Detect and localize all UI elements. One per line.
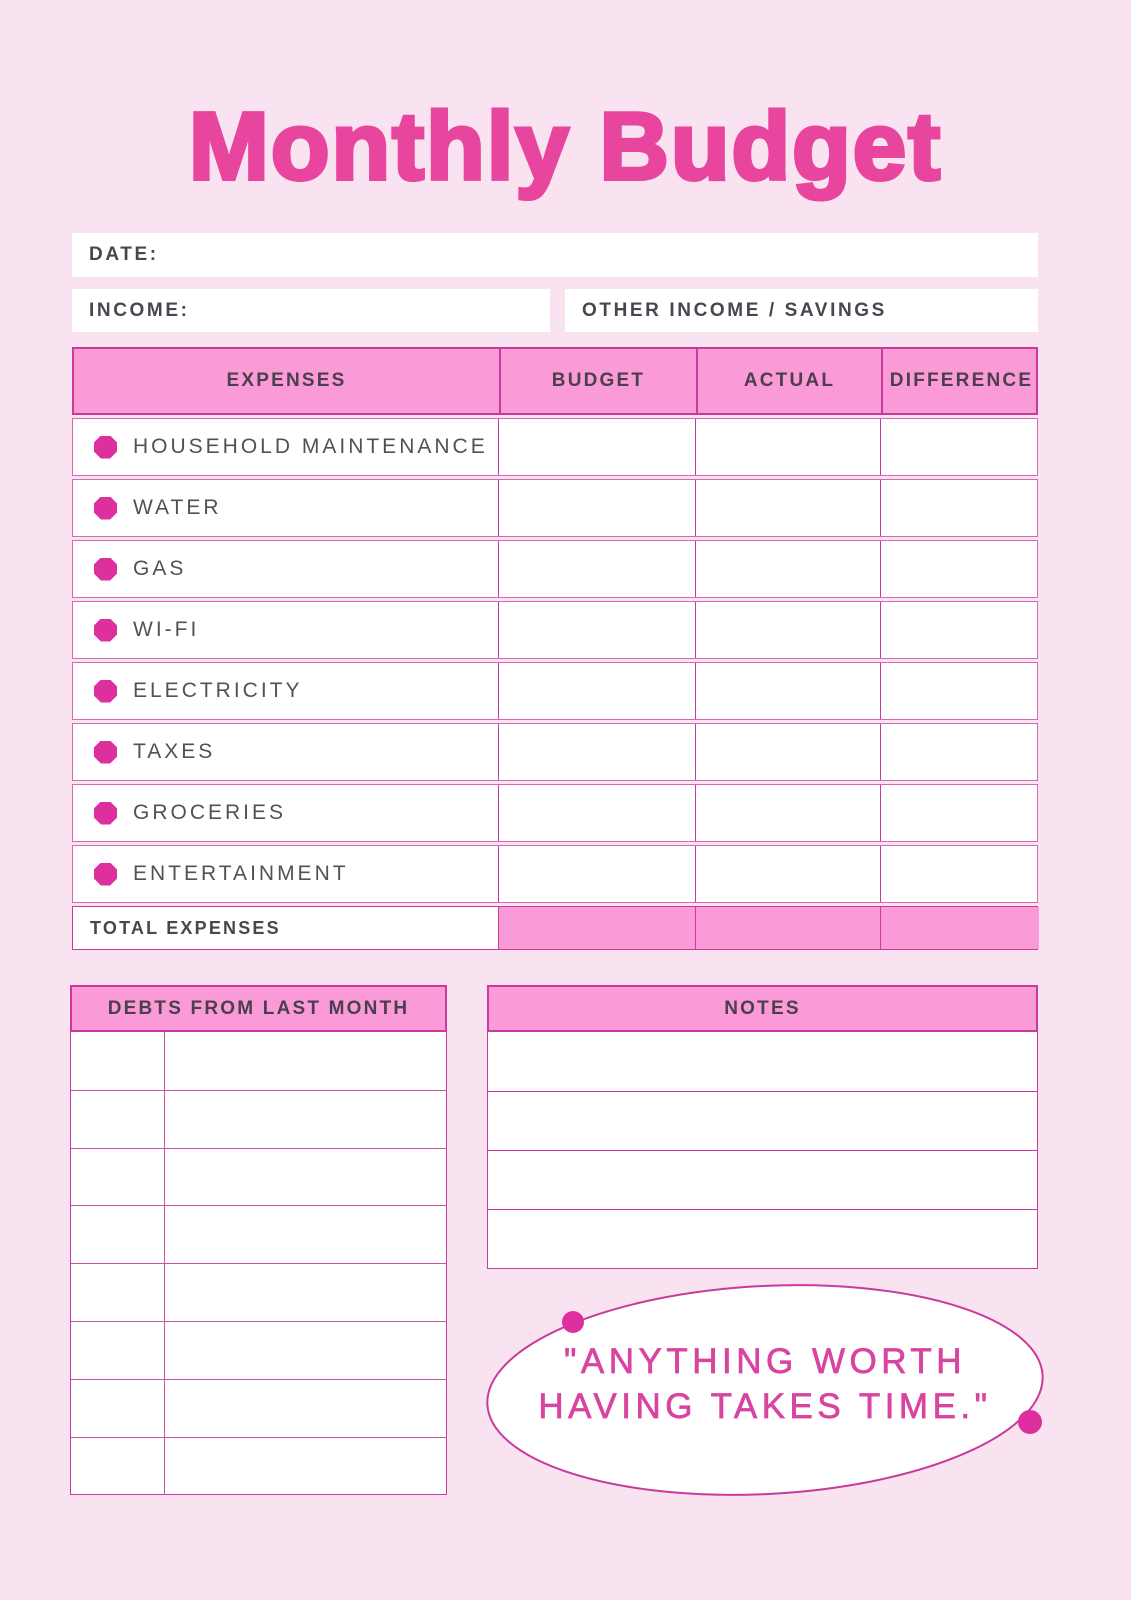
expenses-table (72, 347, 1038, 950)
quote-ellipse-graphic (430, 1270, 1110, 1550)
octagon-bullet-icon (94, 741, 117, 764)
column-header-expenses: EXPENSES (226, 370, 347, 391)
debts-row (71, 1321, 446, 1379)
notes-line[interactable] (488, 1032, 1037, 1091)
debt-description-cell[interactable] (165, 1322, 446, 1379)
notes-title: NOTES (724, 997, 801, 1019)
column-header-budget: BUDGET (499, 349, 696, 413)
expense-label: GROCERIES (133, 801, 287, 824)
budget-cell[interactable] (498, 480, 695, 536)
expense-name-cell (73, 602, 498, 658)
budget-cell[interactable] (498, 724, 695, 780)
debt-description-cell[interactable] (165, 1091, 446, 1148)
debt-amount-cell[interactable] (71, 1380, 165, 1437)
debt-amount-cell[interactable] (71, 1322, 165, 1379)
expense-label: ENTERTAINMENT (133, 862, 349, 885)
difference-cell[interactable] (880, 846, 1039, 902)
date-field[interactable] (72, 233, 1038, 277)
expense-row (72, 662, 1038, 720)
expense-name-cell (73, 846, 498, 902)
actual-cell[interactable] (695, 541, 880, 597)
debts-row (71, 1090, 446, 1148)
debt-amount-cell[interactable] (71, 1032, 165, 1090)
column-header-actual: ACTUAL (696, 349, 881, 413)
income-field[interactable] (72, 289, 550, 332)
debts-title: DEBTS FROM LAST MONTH (107, 997, 410, 1019)
octagon-bullet-icon (94, 558, 117, 581)
debts-row (71, 1379, 446, 1437)
difference-cell[interactable] (880, 663, 1039, 719)
quote-line-2: HAVING TAKES TIME." (538, 1387, 992, 1426)
actual-cell[interactable] (695, 480, 880, 536)
octagon-bullet-icon (94, 497, 117, 520)
actual-cell[interactable] (695, 663, 880, 719)
debts-table (70, 1032, 447, 1495)
debt-amount-cell[interactable] (71, 1149, 165, 1206)
debt-amount-cell[interactable] (71, 1264, 165, 1321)
debt-description-cell[interactable] (165, 1032, 446, 1090)
expense-label: WATER (133, 496, 222, 519)
actual-cell[interactable] (695, 724, 880, 780)
expense-label: WI-FI (133, 618, 200, 641)
difference-cell[interactable] (880, 419, 1039, 475)
expense-name-cell (73, 541, 498, 597)
budget-cell[interactable] (498, 419, 695, 475)
octagon-bullet-icon (94, 680, 117, 703)
debts-row (71, 1205, 446, 1263)
notes-line[interactable] (488, 1209, 1037, 1268)
date-label: DATE: (89, 244, 159, 265)
notes-section-header (487, 985, 1038, 1032)
debts-row (71, 1148, 446, 1206)
octagon-bullet-icon (94, 802, 117, 825)
total-expenses-label-cell (73, 907, 498, 949)
expense-row (72, 723, 1038, 781)
expense-label: HOUSEHOLD MAINTENANCE (133, 435, 488, 458)
budget-cell[interactable] (498, 663, 695, 719)
notes-area (487, 1032, 1038, 1269)
expense-name-cell (73, 663, 498, 719)
expense-row (72, 540, 1038, 598)
expense-label: ELECTRICITY (133, 679, 303, 702)
column-header-difference: DIFFERENCE (881, 349, 1040, 413)
actual-cell[interactable] (695, 785, 880, 841)
difference-cell[interactable] (880, 724, 1039, 780)
expenses-header-row (72, 347, 1038, 415)
income-label: INCOME: (89, 299, 190, 321)
other-income-savings-field[interactable] (565, 289, 1038, 332)
debt-description-cell[interactable] (165, 1380, 446, 1437)
difference-cell[interactable] (880, 480, 1039, 536)
octagon-bullet-icon (94, 863, 117, 886)
octagon-bullet-icon (94, 436, 117, 459)
budget-cell[interactable] (498, 846, 695, 902)
expense-name-cell (73, 480, 498, 536)
total-actual-cell[interactable] (695, 907, 880, 949)
expense-row (72, 601, 1038, 659)
expense-row (72, 418, 1038, 476)
actual-cell[interactable] (695, 846, 880, 902)
total-expenses-row (72, 906, 1038, 950)
difference-cell[interactable] (880, 602, 1039, 658)
budget-cell[interactable] (498, 785, 695, 841)
debt-description-cell[interactable] (165, 1206, 446, 1263)
notes-line[interactable] (488, 1091, 1037, 1150)
difference-cell[interactable] (880, 541, 1039, 597)
notes-line[interactable] (488, 1150, 1037, 1209)
actual-cell[interactable] (695, 419, 880, 475)
expense-row (72, 479, 1038, 537)
budget-cell[interactable] (498, 541, 695, 597)
actual-cell[interactable] (695, 602, 880, 658)
expense-row (72, 784, 1038, 842)
debts-section-header (70, 985, 447, 1032)
ellipse-dot-left-icon (562, 1311, 584, 1333)
expense-label: GAS (133, 557, 187, 580)
debt-amount-cell[interactable] (71, 1091, 165, 1148)
debt-amount-cell[interactable] (71, 1206, 165, 1263)
difference-cell[interactable] (880, 785, 1039, 841)
total-difference-cell[interactable] (880, 907, 1039, 949)
expense-row (72, 845, 1038, 903)
expense-name-cell (73, 419, 498, 475)
debts-row (71, 1437, 446, 1495)
quote-line-1: "ANYTHING WORTH (563, 1342, 967, 1381)
page-title: Monthly Budget (188, 93, 943, 200)
other-income-savings-label: OTHER INCOME / SAVINGS (582, 299, 887, 321)
expense-label: TAXES (133, 740, 216, 763)
total-expenses-label: TOTAL EXPENSES (90, 917, 281, 938)
debt-description-cell[interactable] (165, 1149, 446, 1206)
debt-amount-cell[interactable] (71, 1438, 165, 1495)
debt-description-cell[interactable] (165, 1264, 446, 1321)
expense-name-cell (73, 724, 498, 780)
total-budget-cell[interactable] (498, 907, 695, 949)
budget-cell[interactable] (498, 602, 695, 658)
expense-name-cell (73, 785, 498, 841)
debts-row (71, 1263, 446, 1321)
octagon-bullet-icon (94, 619, 117, 642)
debts-row (71, 1032, 446, 1090)
debt-description-cell[interactable] (165, 1438, 446, 1495)
ellipse-dot-right-icon (1018, 1410, 1042, 1434)
